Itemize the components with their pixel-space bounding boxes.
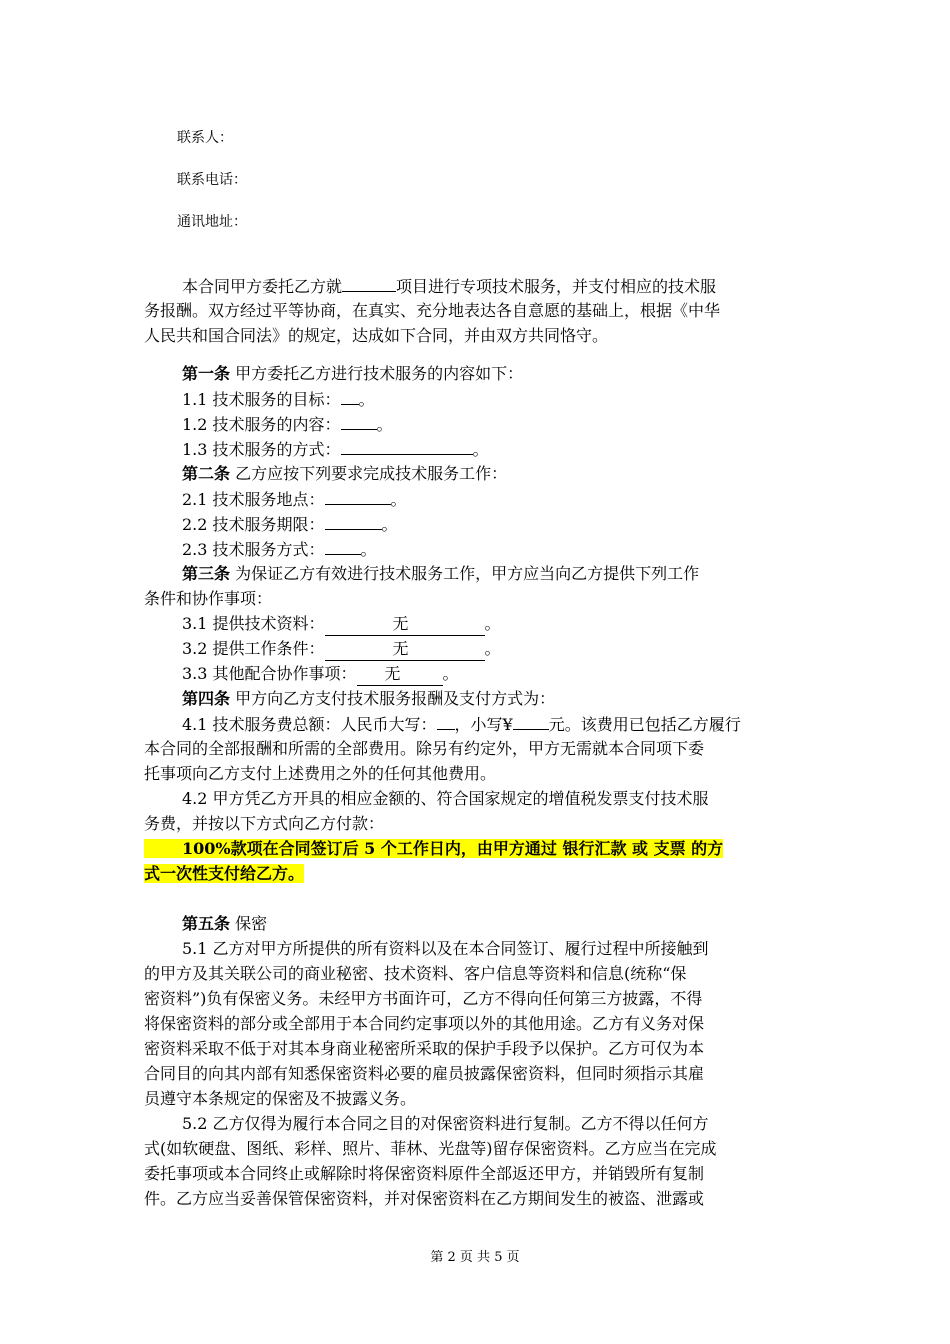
item-label: 3.2 提供工作条件：	[182, 639, 325, 658]
item-1-3: 1.3 技术服务的方式： 。	[182, 440, 489, 459]
article-number: 第二条	[182, 464, 231, 483]
fill-blank	[513, 713, 549, 730]
item-label: 2.3 技术服务方式：	[182, 540, 325, 559]
article-title: 甲方委托乙方进行技术服务的内容如下：	[230, 364, 524, 383]
item-4-1-line-1	[182, 713, 741, 736]
item-1-1: 1.1 技术服务的目标： 。	[182, 390, 375, 409]
fill-value	[325, 613, 485, 636]
fill-blank	[325, 488, 391, 505]
item-label: 3.1 提供技术资料：	[182, 614, 325, 633]
item-label: 4.1 技术服务费总额：人民币大写：	[182, 715, 437, 734]
clause-5-1-line: 5.1 乙方对甲方所提供的所有资料以及在本合同签订、履行过程中所接触到	[182, 939, 709, 958]
contact-person-label: 联系人：	[177, 130, 233, 146]
clause-5-1-line: 员遵守本条规定的保密及不披露义务。	[144, 1089, 417, 1108]
highlighted-payment-line-1	[144, 838, 723, 860]
item-label: 1.2 技术服务的内容：	[182, 415, 341, 434]
item-2-1: 2.1 技术服务地点： 。	[182, 490, 407, 509]
article-number: 第四条	[182, 689, 231, 708]
page-footer: 第 2 页 共 5 页	[430, 1250, 520, 1265]
clause-5-2-line: 式(如软硬盘、图纸、彩样、照片、菲林、光盘等)留存保密资料。乙方应当在完成	[144, 1139, 717, 1158]
fill-value	[357, 663, 443, 686]
intro-line-3: 人民共和国合同法》的规定，达成如下合同，并由双方共同恪守。	[144, 326, 609, 345]
intro-line-2: 务报酬。双方经过平等协商，在真实、充分地表达各自意愿的基础上，根据《中华	[144, 301, 721, 320]
highlight-text: 100%款项在合同签订后 5 个工作日内，由甲方通过 银行汇款 或 支票 的方	[144, 839, 723, 858]
project-blank	[342, 275, 396, 292]
item-2-2: 2.2 技术服务期限： 。	[182, 515, 398, 534]
clause-5-1-line: 密资料采取不低于对其本身商业秘密所采取的保护手段予以保护。乙方可仅为本	[144, 1039, 705, 1058]
item-label: 1.3 技术服务的方式：	[182, 440, 341, 459]
item-3-3: 3.3 其他配合协作事项： 无 。	[182, 663, 459, 686]
intro-line-1	[182, 275, 716, 298]
item-label: 1.1 技术服务的目标：	[182, 390, 341, 409]
contact-address-label: 通讯地址：	[177, 214, 247, 230]
fill-blank	[341, 438, 473, 455]
fill-blank	[341, 388, 359, 405]
item-4-2-line-2: 务费，并按以下方式向乙方付款：	[144, 814, 385, 833]
none-value: 无	[384, 664, 401, 683]
article-number: 第三条	[182, 564, 231, 583]
none-value: 无	[392, 639, 409, 658]
item-3-2: 3.2 提供工作条件： 无 。	[182, 638, 501, 661]
clause-5-1-line: 的甲方及其关联公司的商业秘密、技术资料、客户信息等资料和信息(统称“保	[144, 964, 687, 983]
article-2-heading	[182, 463, 507, 485]
item-1-2: 1.2 技术服务的内容： 。	[182, 415, 393, 434]
article-3-line-2: 条件和协作事项：	[144, 589, 273, 608]
article-title: 乙方应按下列要求完成技术服务工作：	[230, 464, 508, 483]
clause-5-1-line: 将保密资料的部分或全部用于本合同约定事项以外的其他用途。乙方有义务对保	[144, 1014, 705, 1033]
item-3-1: 3.1 提供技术资料： 无 。	[182, 613, 501, 636]
item-4-1-line-2: 本合同的全部报酬和所需的全部费用。除另有约定外，甲方无需就本合同项下委	[144, 739, 705, 758]
article-4-heading	[182, 688, 555, 710]
article-5-heading	[182, 913, 267, 935]
fill-blank	[341, 413, 377, 430]
item-4-1-line-3: 托事项向乙方支付上述费用之外的任何其他费用。	[144, 764, 497, 783]
article-number: 第一条	[182, 364, 231, 383]
article-1-heading	[182, 363, 523, 385]
clause-5-2-line: 件。乙方应当妥善保管保密资料，并对保密资料在乙方期间发生的被盗、泄露或	[144, 1189, 705, 1208]
fill-blank	[437, 713, 455, 730]
item-4-2-line-1: 4.2 甲方凭乙方开具的相应金额的、符合国家规定的增值税发票支付技术服	[182, 789, 709, 808]
item-label: 2.2 技术服务期限：	[182, 515, 325, 534]
article-3-heading	[182, 563, 699, 585]
article-title: 甲方向乙方支付技术服务报酬及支付方式为：	[230, 689, 556, 708]
article-title: 为保证乙方有效进行技术服务工作，甲方应当向乙方提供下列工作	[230, 564, 700, 583]
clause-5-1-line: 密资料”)负有保密义务。未经甲方书面许可，乙方不得向任何第三方披露，不得	[144, 989, 703, 1008]
intro-text: 本合同甲方委托乙方就	[182, 277, 343, 296]
fill-blank	[325, 513, 382, 530]
none-value: 无	[392, 614, 409, 633]
fill-blank	[325, 538, 361, 555]
item-text: 元。该费用已包括乙方履行	[548, 715, 741, 734]
clause-5-2-line: 5.2 乙方仅得为履行本合同之目的对保密资料进行复制。乙方不得以任何方	[182, 1114, 709, 1133]
item-text: ，小写¥	[454, 715, 513, 734]
article-number: 第五条	[182, 914, 231, 933]
clause-5-1-line: 合同目的向其内部有知悉保密资料必要的雇员披露保密资料，但同时须指示其雇	[144, 1064, 705, 1083]
highlighted-payment-line-2	[144, 863, 304, 885]
item-2-3: 2.3 技术服务方式： 。	[182, 540, 377, 559]
item-label: 2.1 技术服务地点：	[182, 490, 325, 509]
item-label: 3.3 其他配合协作事项：	[182, 664, 357, 683]
intro-text: 项目进行专项技术服务，并支付相应的技术服	[396, 277, 717, 296]
article-title: 保密	[230, 914, 268, 933]
clause-5-2-line: 委托事项或本合同终止或解除时将保密资料原件全部返还甲方，并销毁所有复制	[144, 1164, 705, 1183]
contact-phone-label: 联系电话：	[177, 172, 247, 188]
fill-value	[325, 638, 485, 661]
highlight-text: 式一次性支付给乙方。	[144, 864, 305, 883]
